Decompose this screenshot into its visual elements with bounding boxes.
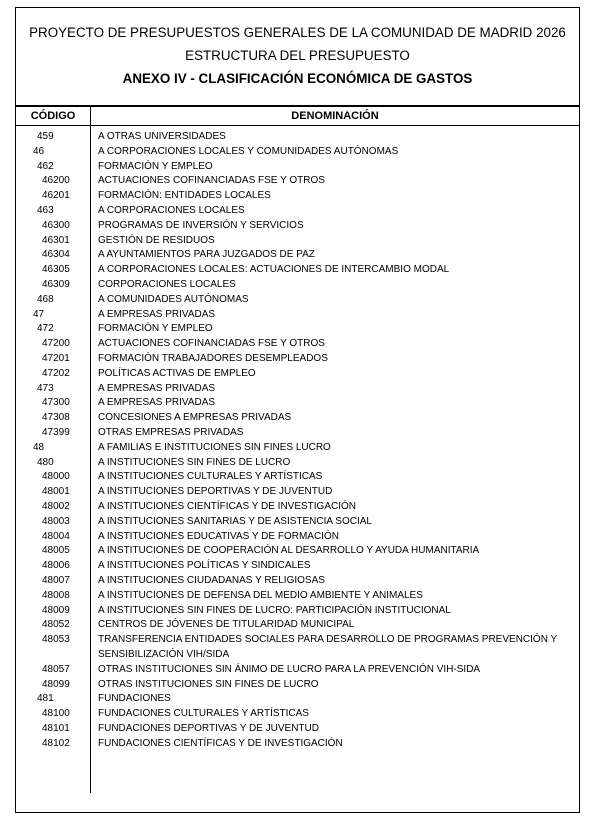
row-code: 46 bbox=[33, 145, 45, 157]
row-name: OTRAS INSTITUCIONES SIN ÁNIMO DE LUCRO PARA LA PREVENCIÓN VIH-SIDA bbox=[98, 663, 481, 675]
row-code: 48101 bbox=[42, 723, 70, 734]
row-name: ACTUACIONES COFINANCIADAS FSE Y OTROS bbox=[98, 175, 325, 187]
row-name: A INSTITUCIONES CIUDADANAS Y RELIGIOSAS bbox=[98, 575, 325, 586]
row-code: 48102 bbox=[42, 737, 70, 749]
row-name: FUNDACIONES DEPORTIVAS Y DE JUVENTUD bbox=[98, 723, 319, 734]
row-code: 480 bbox=[37, 456, 54, 468]
row-name: A INSTITUCIONES CULTURALES Y ARTÍSTICAS bbox=[98, 471, 323, 483]
row-code: 46201 bbox=[42, 190, 70, 202]
row-name: A FAMILIAS E INSTITUCIONES SIN FINES LUCRO bbox=[98, 441, 331, 453]
row-code: 459 bbox=[37, 131, 54, 142]
row-name: OTRAS EMPRESAS PRIVADAS bbox=[98, 427, 244, 438]
row-name: CENTROS DE JÓVENES DE TITULARIDAD MUNICIPAL bbox=[98, 619, 355, 631]
row-code: 47 bbox=[33, 308, 45, 320]
row-name: ACTUACIONES COFINANCIADAS FSE Y OTROS bbox=[98, 338, 325, 350]
row-code: 48005 bbox=[42, 545, 70, 557]
row-name: FORMACIÓN TRABAJADORES DESEMPLEADOS bbox=[98, 353, 328, 364]
row-code: 48009 bbox=[42, 604, 70, 616]
row-name: A INSTITUCIONES SIN FINES DE LUCRO: PARTICIPACIÓN INSTITUCIONAL bbox=[98, 604, 451, 616]
row-code: 48003 bbox=[42, 515, 70, 527]
row-code: 462 bbox=[37, 160, 54, 172]
row-code: 463 bbox=[37, 205, 54, 216]
row-code: 47201 bbox=[42, 353, 70, 364]
row-name: A EMPRESAS PRIVADAS bbox=[98, 397, 216, 409]
row-name: A COMUNIDADES AUTÓNOMAS bbox=[98, 293, 249, 305]
row-code: 46301 bbox=[42, 234, 70, 246]
row-code: 48008 bbox=[42, 589, 70, 601]
row-name: FUNDACIONES CIENTÍFICAS Y DE INVESTIGACIÓN bbox=[98, 737, 343, 749]
document-page bbox=[15, 7, 580, 813]
row-code: 47300 bbox=[42, 397, 70, 409]
row-name: A INSTITUCIONES SIN FINES DE LUCRO bbox=[98, 456, 291, 468]
document-header bbox=[16, 8, 579, 104]
row-code: 472 bbox=[37, 323, 54, 335]
row-code: 48002 bbox=[42, 501, 70, 512]
row-name: A INSTITUCIONES DE DEFENSA DEL MEDIO AMBIENTE Y ANIMALES bbox=[98, 589, 423, 601]
row-name: FORMACIÓN Y EMPLEO bbox=[98, 323, 213, 335]
row-name: A AYUNTAMIENTOS PARA JUZGADOS DE PAZ bbox=[98, 249, 315, 261]
row-name: GESTIÓN DE RESIDUOS bbox=[98, 234, 215, 246]
row-name: FUNDACIONES bbox=[98, 693, 171, 705]
row-name: CONCESIONES A EMPRESAS PRIVADAS bbox=[98, 412, 292, 424]
row-name: A INSTITUCIONES CIENTÍFICAS Y DE INVESTIGACIÓN bbox=[98, 501, 357, 512]
table-header bbox=[16, 105, 579, 126]
document-title: PROYECTO DE PRESUPUESTOS GENERALES DE LA COMUNIDAD DE MADRID 2026 bbox=[29, 25, 566, 40]
row-name: FORMACIÓN: ENTIDADES LOCALES bbox=[98, 190, 271, 202]
row-name: CORPORACIONES LOCALES bbox=[98, 279, 236, 290]
row-code: 48100 bbox=[42, 708, 70, 720]
row-code: 48006 bbox=[42, 560, 70, 572]
row-code: 48099 bbox=[42, 678, 70, 690]
row-name: A INSTITUCIONES SANITARIAS Y DE ASISTENCIA SOCIAL bbox=[98, 515, 372, 527]
row-code: 48001 bbox=[42, 486, 70, 498]
row-name: A EMPRESAS PRIVADAS bbox=[98, 382, 216, 394]
annex-title: ANEXO IV - CLASIFICACIÓN ECONÓMICA DE GASTOS bbox=[122, 71, 473, 86]
row-name: OTRAS INSTITUCIONES SIN FINES DE LUCRO bbox=[98, 678, 319, 690]
row-name: A INSTITUCIONES EDUCATIVAS Y DE FORMACIÓN bbox=[98, 530, 339, 542]
column-header-name: DENOMINACIÓN bbox=[291, 110, 379, 122]
row-code: 47200 bbox=[42, 338, 70, 350]
row-name: A INSTITUCIONES DEPORTIVAS Y DE JUVENTUD bbox=[98, 486, 333, 498]
row-code: 46300 bbox=[42, 219, 70, 231]
row-code: 48004 bbox=[42, 530, 70, 542]
row-code: 481 bbox=[37, 693, 54, 705]
row-name: A CORPORACIONES LOCALES Y COMUNIDADES AUTÓNOMAS bbox=[98, 145, 399, 157]
row-code: 48007 bbox=[42, 575, 70, 586]
row-code: 48057 bbox=[42, 663, 70, 675]
row-code: 47399 bbox=[42, 427, 70, 438]
row-code: 468 bbox=[37, 293, 54, 305]
row-code: 48000 bbox=[42, 471, 70, 483]
row-name: POLÍTICAS ACTIVAS DE EMPLEO bbox=[98, 367, 256, 379]
row-code: 46200 bbox=[42, 175, 70, 187]
row-code: 473 bbox=[37, 382, 54, 394]
row-name: FUNDACIONES CULTURALES Y ARTÍSTICAS bbox=[98, 708, 309, 720]
row-name: A INSTITUCIONES DE COOPERACIÓN AL DESARROLLO Y AYUDA HUMANITARIA bbox=[98, 545, 480, 557]
column-header-code: CÓDIGO bbox=[16, 107, 91, 125]
row-code: 46305 bbox=[42, 264, 70, 276]
document-subtitle: ESTRUCTURA DEL PRESUPUESTO bbox=[185, 48, 410, 63]
row-name: PROGRAMAS DE INVERSIÓN Y SERVICIOS bbox=[98, 219, 304, 231]
row-name: A EMPRESAS PRIVADAS bbox=[98, 308, 216, 320]
row-name: A CORPORACIONES LOCALES: ACTUACIONES DE INTERCAMBIO MODAL bbox=[98, 264, 450, 276]
row-name: TRANSFERENCIA ENTIDADES SOCIALES PARA DESARROLLO DE PROGRAMAS PREVENCIÓN Y SENSIBILIZACIÓN VIH/SIDA bbox=[98, 634, 558, 660]
row-code: 48 bbox=[33, 441, 45, 453]
row-code: 48053 bbox=[42, 634, 70, 646]
row-code: 46309 bbox=[42, 279, 70, 290]
row-name: A CORPORACIONES LOCALES bbox=[98, 205, 245, 216]
row-name: FORMACIÓN Y EMPLEO bbox=[98, 160, 213, 172]
row-name: A OTRAS UNIVERSIDADES bbox=[98, 131, 226, 142]
row-code: 48052 bbox=[42, 619, 70, 631]
row-code: 46304 bbox=[42, 249, 70, 261]
row-code: 47308 bbox=[42, 412, 70, 424]
row-code: 47202 bbox=[42, 367, 70, 379]
row-name: A INSTITUCIONES POLÍTICAS Y SINDICALES bbox=[98, 560, 311, 572]
